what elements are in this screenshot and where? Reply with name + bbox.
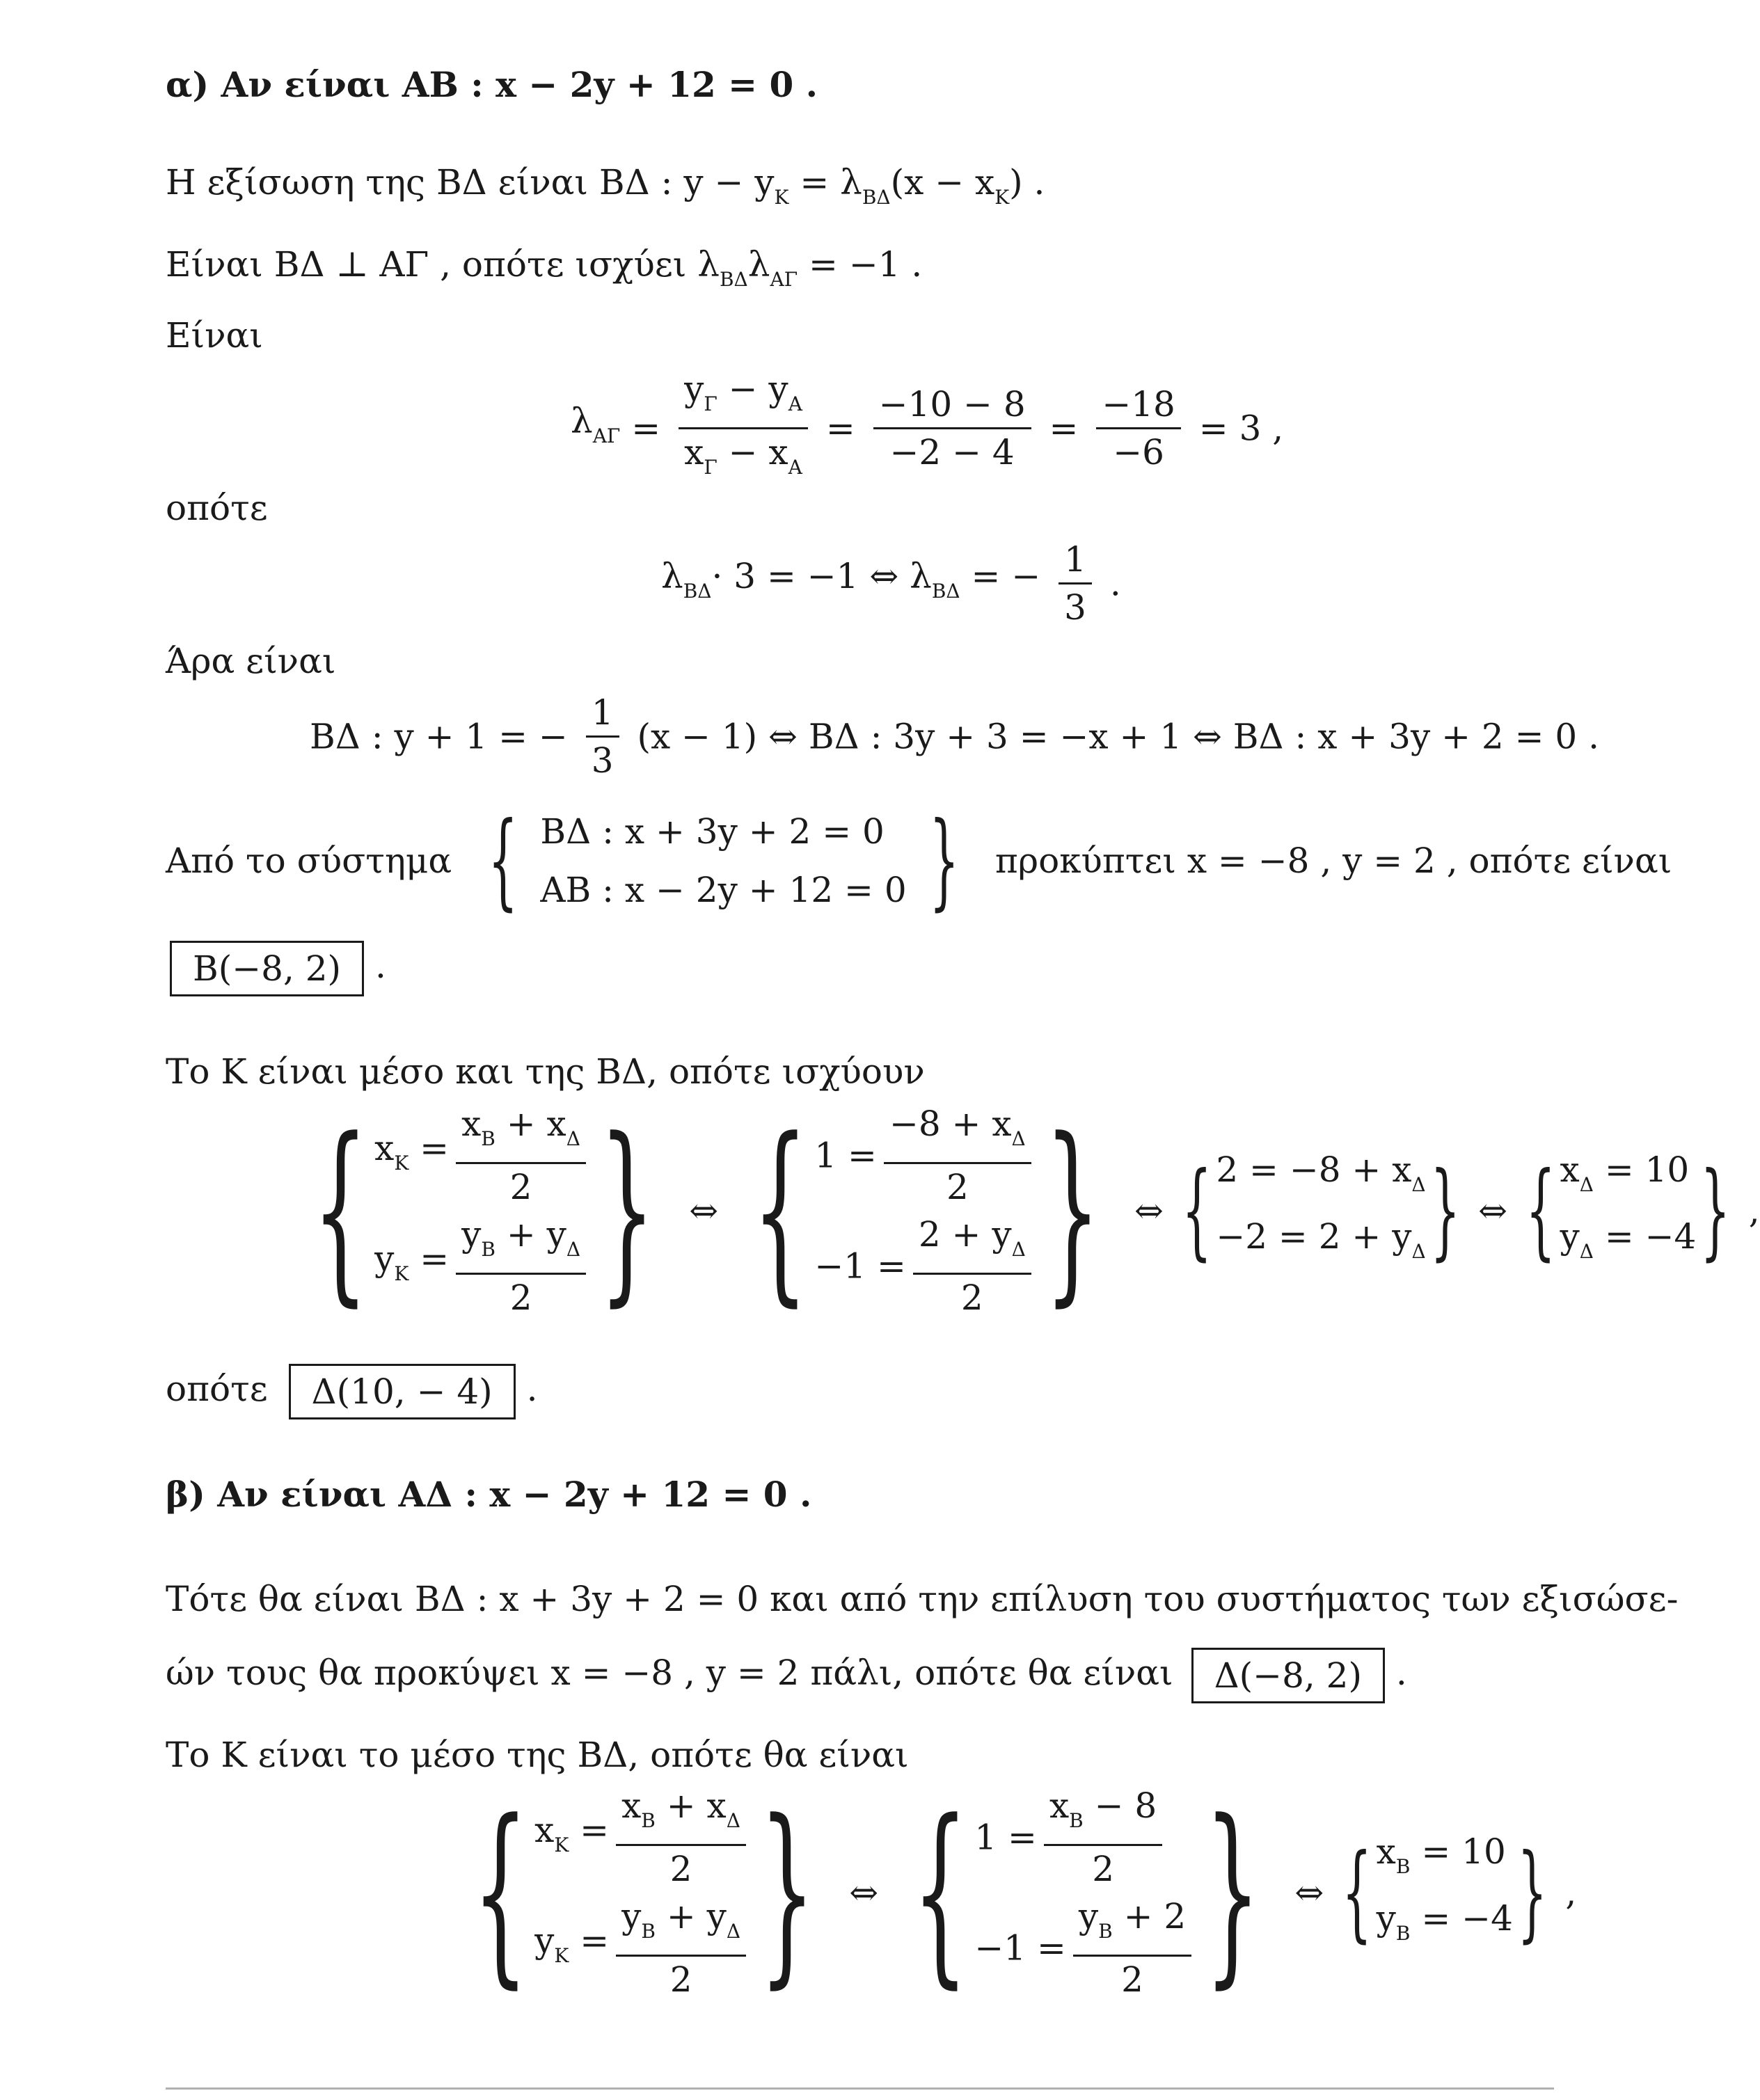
math-part: = — [409, 1127, 450, 1168]
math-part: x — [374, 1127, 395, 1168]
subscript: Δ — [726, 1809, 740, 1832]
fraction — [873, 384, 1031, 472]
right-brace: } — [599, 1097, 656, 1324]
math-part: = λ — [788, 162, 862, 202]
numerator — [1044, 1785, 1162, 1846]
subscript: Δ — [726, 1920, 741, 1943]
numerator: −10 − 8 — [873, 384, 1031, 429]
fraction — [1044, 1785, 1162, 1889]
math-part: + y — [655, 1896, 727, 1936]
math-part — [661, 555, 1041, 603]
math-part: = −1 . — [798, 244, 923, 285]
part-b-heading: β) Αν είναι ΑΔ : x − 2y + 12 = 0 . — [166, 1474, 812, 1515]
subscript: Δ — [1411, 1173, 1426, 1196]
iff-symbol: ⇔ — [1478, 1191, 1508, 1231]
denominator: 3 — [591, 740, 614, 781]
math-expression — [599, 161, 1045, 218]
point-d-box: Δ(−8, 2) — [1191, 1648, 1385, 1703]
math-part: y — [1078, 1896, 1099, 1936]
text: προκύπτει x = −8 , y = 2 , οπότε είναι — [994, 841, 1672, 881]
left-brace: { — [1525, 1150, 1556, 1271]
system-equation — [1560, 1149, 1696, 1206]
math-part: x — [1560, 1150, 1580, 1190]
system-group — [278, 1097, 1760, 1324]
subscript: Κ — [554, 1943, 569, 1967]
math-expression — [697, 244, 922, 301]
equation-system — [974, 1785, 1198, 2000]
equation-system — [814, 1104, 1038, 1318]
part-b-line-3: Το Κ είναι το μέσο της ΒΔ, οπότε θα είναι — [166, 1735, 909, 1775]
part-a-heading: α) Αν είναι AB : x − 2y + 12 = 0 . — [166, 64, 818, 105]
equation-system — [534, 1785, 753, 2000]
denominator: 2 — [509, 1167, 532, 1207]
subscript: Α — [788, 392, 802, 415]
slope-result: = 3 , — [1198, 408, 1284, 449]
left-brace: { — [912, 1779, 969, 2006]
subscript: Β — [641, 1920, 656, 1943]
right-brace: } — [1044, 1097, 1100, 1324]
fraction — [1096, 384, 1181, 472]
subscript: Δ — [566, 1127, 580, 1150]
fraction — [456, 1214, 586, 1318]
math-part: + x — [655, 1785, 727, 1826]
left-brace: { — [1182, 1150, 1212, 1271]
subscript: Δ — [566, 1238, 581, 1261]
right-brace: } — [759, 1779, 816, 2006]
math-part: ΒΔ : y − y — [598, 162, 775, 202]
fraction — [616, 1896, 746, 2000]
math-part: y — [534, 1920, 555, 1961]
subscript: ΑΓ — [592, 424, 621, 447]
numerator — [679, 369, 808, 429]
system-equation — [814, 1104, 1038, 1207]
math-part: λ — [661, 555, 683, 596]
equals: = — [825, 408, 866, 449]
math-part: x — [621, 1785, 642, 1826]
subscript: Γ — [704, 456, 718, 479]
right-brace: } — [1517, 1832, 1548, 1953]
denominator: −2 − 4 — [889, 432, 1015, 472]
denominator: 2 — [669, 1849, 692, 1889]
fraction — [586, 692, 619, 781]
subscript: Β — [481, 1238, 496, 1261]
equals: = — [631, 408, 672, 449]
left-brace: { — [488, 800, 518, 921]
equation-system — [1560, 1149, 1696, 1273]
point-d-box: Δ(10, − 4) — [289, 1364, 516, 1419]
equation-system — [540, 807, 906, 914]
right-brace: } — [928, 800, 959, 921]
slope-lhs — [571, 397, 620, 461]
subscript: Κ — [554, 1833, 569, 1856]
math-part: − 8 — [1083, 1785, 1157, 1826]
system-equation — [374, 1104, 593, 1207]
subscript: Β — [1395, 1855, 1411, 1878]
numerator — [456, 1104, 586, 1164]
fraction — [679, 369, 808, 488]
subscript: Κ — [394, 1151, 409, 1175]
math-part: 2 = −8 + x — [1216, 1150, 1412, 1190]
midpoint-system-a — [278, 1097, 1760, 1324]
math-part: = — [569, 1809, 610, 1850]
system-equation — [534, 1785, 753, 1889]
system-equation: ΒΔ : x + 3y + 2 = 0 — [540, 811, 885, 852]
left-brace: { — [472, 1779, 529, 2006]
subscript: ΒΔ — [931, 579, 960, 603]
line-opote: οπότε — [166, 488, 268, 528]
math-part: − x — [717, 432, 788, 472]
bd-line-derivation — [310, 692, 1599, 781]
point-b-box: B(−8, 2) — [170, 941, 364, 996]
system-equation — [1560, 1216, 1696, 1273]
math-part: x — [461, 1104, 482, 1144]
system-equation: AB : x − 2y + 12 = 0 — [540, 870, 907, 910]
system-line — [166, 800, 1672, 921]
math-part: x — [534, 1809, 555, 1850]
math-part: = 10 — [1593, 1150, 1690, 1190]
math-part: −8 + x — [889, 1104, 1012, 1144]
denominator: −6 — [1113, 432, 1164, 472]
iff-symbol: ⇔ — [849, 1872, 879, 1913]
math-part: ) . — [1009, 162, 1045, 202]
subscript: Γ — [704, 392, 718, 415]
math-part: 1 = — [814, 1135, 877, 1176]
numerator — [1073, 1896, 1191, 1957]
math-part: x — [1376, 1831, 1396, 1872]
system-equation — [1216, 1216, 1425, 1273]
system-equation — [1216, 1149, 1425, 1206]
left-brace: { — [752, 1097, 809, 1324]
point-b-line — [170, 941, 386, 996]
math-part: y — [1560, 1216, 1580, 1257]
denominator: 2 — [509, 1278, 532, 1318]
fraction — [616, 1785, 746, 1889]
slope-equation — [571, 369, 1283, 488]
left-brace: { — [312, 1097, 369, 1324]
subscript: Κ — [774, 186, 789, 209]
math-part: −2 = 2 + y — [1216, 1216, 1412, 1257]
line-midpoint: Το Κ είναι μέσο και της ΒΔ, οπότε ισχύουν — [166, 1051, 925, 1092]
math-part: = — [409, 1238, 450, 1279]
subscript: ΒΔ — [719, 268, 748, 291]
math-part: (x − x — [890, 162, 995, 202]
math-part: x — [1049, 1785, 1070, 1826]
text: οπότε — [166, 1369, 268, 1409]
fraction — [1073, 1896, 1191, 2000]
math-part: y — [1376, 1898, 1396, 1939]
math-part: = − — [960, 555, 1041, 596]
numerator — [884, 1104, 1031, 1164]
period: . — [526, 1369, 538, 1409]
math-part: −1 = — [974, 1927, 1066, 1968]
subscript: ΒΔ — [683, 579, 712, 603]
iff-symbol: ⇔ — [1294, 1872, 1324, 1913]
math-part: λ — [747, 244, 770, 285]
subscript: Δ — [1579, 1240, 1594, 1263]
perp-slope-equation — [661, 539, 1121, 628]
denominator: 3 — [1064, 587, 1086, 628]
math-part: −1 = — [814, 1246, 906, 1287]
fraction — [456, 1104, 586, 1207]
numerator — [616, 1896, 746, 1957]
page-divider — [166, 2087, 1554, 2090]
comma: , — [1565, 1872, 1577, 1913]
system-equation — [1377, 1898, 1513, 1955]
numerator — [456, 1214, 586, 1275]
math-part: y — [461, 1214, 482, 1255]
subscript: Κ — [394, 1262, 409, 1285]
equation-system — [1216, 1149, 1425, 1273]
math-part: = −4 — [1593, 1216, 1697, 1257]
comma: , — [1748, 1191, 1760, 1231]
math-part: y — [374, 1238, 395, 1279]
math-part: + x — [495, 1104, 566, 1144]
math-part: = 10 — [1410, 1831, 1506, 1872]
subscript: ΒΔ — [862, 186, 891, 209]
period: . — [1109, 563, 1121, 604]
line-bd-equation-form — [166, 161, 1045, 218]
midpoint-system-b — [438, 1779, 1577, 2006]
math-part: + 2 — [1112, 1896, 1187, 1936]
system-group — [438, 1779, 1577, 2006]
system-equation — [374, 1214, 593, 1318]
subscript: Κ — [994, 186, 1010, 209]
math-part: = −4 — [1410, 1898, 1513, 1939]
math-part: · 3 = −1 ⇔ λ — [711, 555, 932, 596]
system-equation — [534, 1896, 753, 2000]
line-einai: Είναι — [166, 315, 263, 356]
left-brace: { — [1342, 1832, 1372, 1953]
subscript: Δ — [1011, 1238, 1026, 1261]
math-part: y — [684, 369, 704, 409]
denominator — [679, 429, 808, 488]
math-part: x — [684, 432, 704, 472]
math-part: 1 = — [974, 1817, 1037, 1858]
system-equation — [1377, 1831, 1513, 1888]
numerator: −18 — [1096, 384, 1181, 429]
fraction — [884, 1104, 1031, 1207]
numerator: 1 — [1059, 539, 1092, 584]
equation-system — [1377, 1831, 1513, 1955]
period: . — [374, 946, 386, 986]
text: Είναι ΒΔ ⊥ ΑΓ , οπότε ισχύει — [166, 244, 687, 285]
fraction — [913, 1214, 1031, 1318]
subscript: Β — [1069, 1809, 1084, 1832]
subscript: Β — [1098, 1920, 1113, 1943]
numerator — [616, 1785, 746, 1846]
math-part: 2 + y — [918, 1214, 1012, 1255]
subscript: Δ — [1579, 1173, 1594, 1196]
math-part: = — [569, 1920, 610, 1961]
system-equation — [974, 1785, 1198, 1889]
right-brace: } — [1429, 1150, 1460, 1271]
text: Η εξίσωση της ΒΔ είναι — [166, 162, 588, 202]
point-d-line — [166, 1364, 538, 1419]
text: Από το σύστημα — [166, 841, 452, 881]
system-equation — [814, 1214, 1038, 1318]
part-b-line-2 — [166, 1648, 1407, 1703]
denominator: 2 — [669, 1959, 692, 2000]
part-b-line-1: Τότε θα είναι ΒΔ : x + 3y + 2 = 0 και από την επίλυση του συστήματος των εξισώσε- — [166, 1579, 1679, 1619]
math-part: + y — [495, 1214, 566, 1255]
equation-system — [374, 1104, 593, 1318]
equals: = — [1049, 408, 1090, 449]
right-brace: } — [1205, 1779, 1261, 2006]
subscript: Α — [788, 456, 802, 479]
line-ara: Άρα είναι — [166, 641, 336, 681]
iff-symbol: ⇔ — [1134, 1191, 1164, 1231]
math-part: y — [621, 1896, 642, 1936]
math-part: ΒΔ : y + 1 = − — [310, 716, 568, 757]
text: ών τους θα προκύψει x = −8 , y = 2 πάλι, οπότε θα είναι — [166, 1653, 1173, 1693]
numerator: 1 — [586, 692, 619, 738]
math-part: (x − 1) ⇔ ΒΔ : 3y + 3 = −x + 1 ⇔ ΒΔ : x + 3y + 2 = 0 . — [637, 716, 1600, 757]
denominator: 2 — [1092, 1849, 1114, 1889]
right-brace: } — [1700, 1150, 1731, 1271]
fraction — [1059, 539, 1092, 628]
denominator: 2 — [946, 1167, 969, 1207]
iff-symbol: ⇔ — [689, 1191, 719, 1231]
denominator: 2 — [1121, 1959, 1143, 2000]
math-part: λ — [571, 400, 593, 441]
math-part: λ — [697, 244, 720, 285]
subscript: Δ — [1011, 1127, 1026, 1150]
subscript: ΑΓ — [770, 268, 798, 291]
subscript: Β — [481, 1127, 496, 1150]
denominator: 2 — [960, 1278, 983, 1318]
subscript: Β — [1395, 1922, 1411, 1945]
line-perpendicular — [166, 244, 922, 301]
numerator — [913, 1214, 1031, 1275]
system-equation — [974, 1896, 1198, 2000]
subscript: Β — [641, 1809, 656, 1832]
period: . — [1395, 1653, 1407, 1693]
math-part: − y — [717, 369, 788, 409]
subscript: Δ — [1411, 1240, 1426, 1263]
